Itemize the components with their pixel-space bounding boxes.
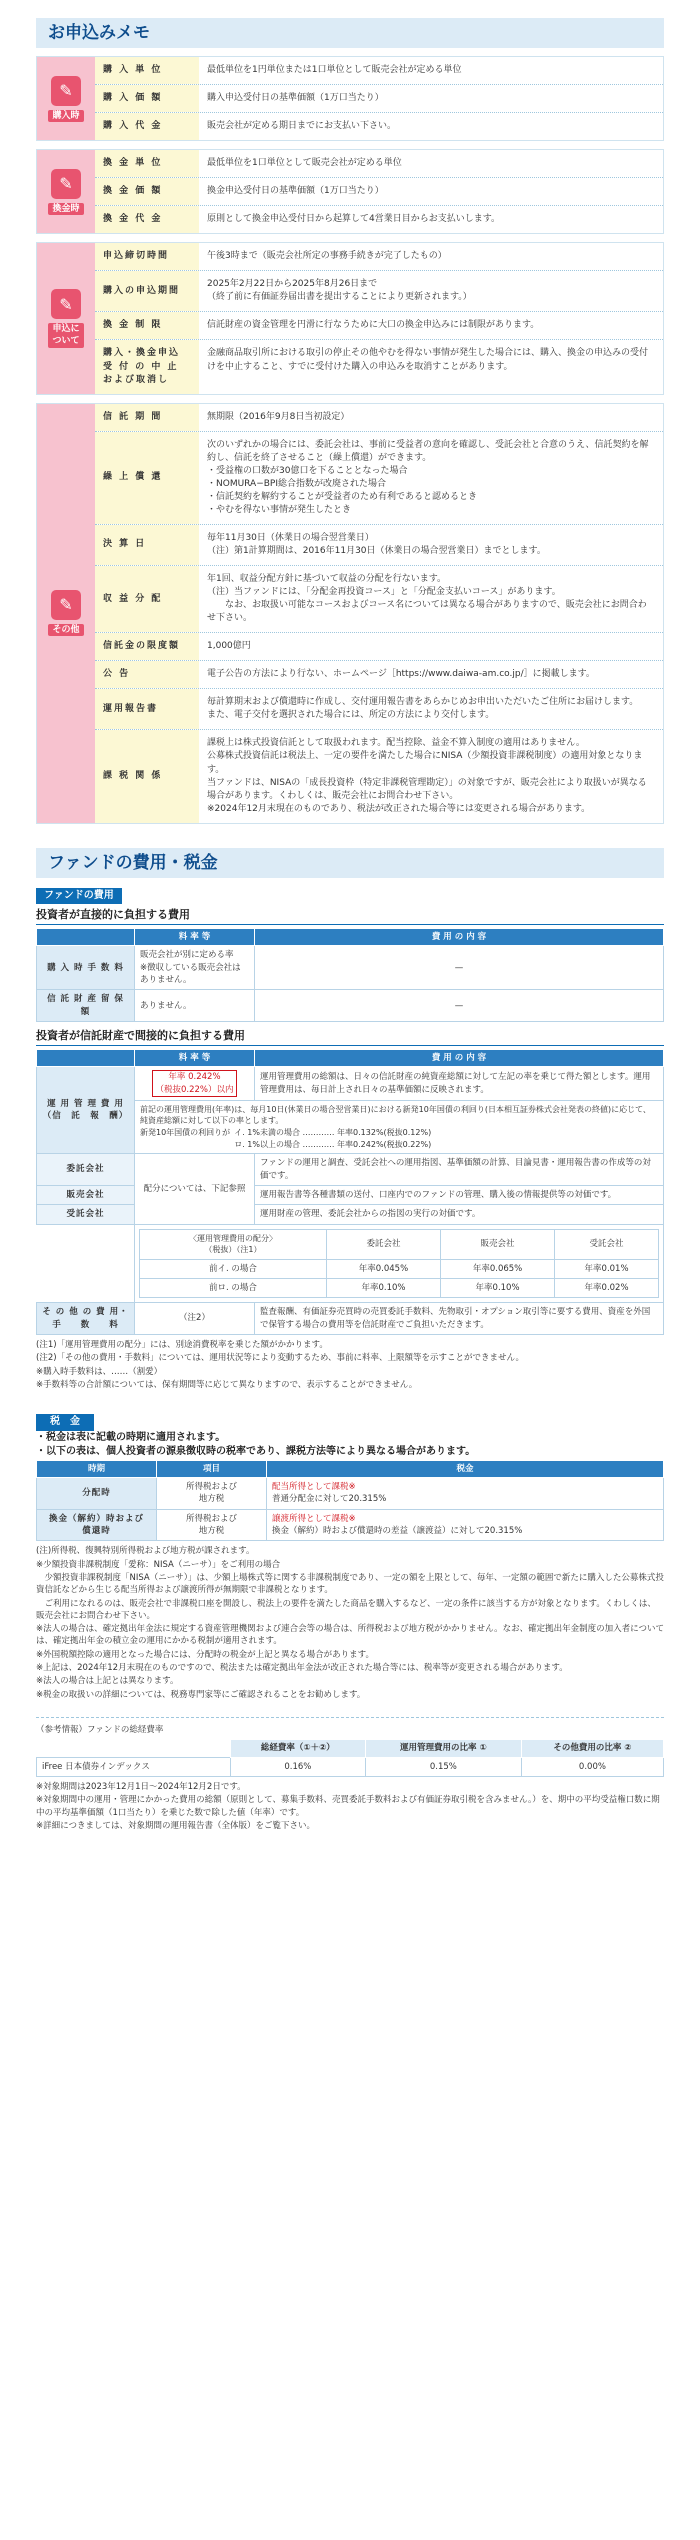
memo-row: 課 税 関 係 課税上は株式投資信託として取扱われます。配当控除、益金不算入制度の適用はありません。 公募株式投資信託は税法上、一定の要件を満たした場合にNISA（少額投資非課税制度）の適用対象となります。 当ファンドは、NISAの「成長投資枠（特定非課税管理勘定）」の対象ですが、販売会社により取扱いが異なる場合があります。くわしくは、販売会社にお問合わせ下さい。 ※2024年12月末現在のものであり、税法が改正された場合等には変更される場合があります。 [95,730,663,822]
memo-block-apply [36,242,664,394]
memo-row: 決 算 日 毎年11月30日（休業日の場合翌営業日） （注）第1計算期間は、2016年11月30日（休業日の場合翌営業日）までとします。 [95,525,663,566]
direct-fees-table [36,928,664,1022]
memo-row: 公 告 電子公告の方法により行ない、ホームページ［https://www.daiwa-am.co.jp/］に掲載します。 [95,661,663,689]
table-row [37,1224,664,1303]
memo-row: 繰 上 償 還 次のいずれかの場合には、委託会社は、事前に受益者の意向を確認し、受託会社と合意のうえ、信託契約を解約し、信託を終了させること（繰上償還）ができます。 ・受益権の口数が30億口を下ることとなった場合 ・NOMURA−BPI総合指数が改廃された場合 ・信託契約を解約することが受益者のため有利であると認めるとき ・やむを得ない事情が発生したとき [95,432,663,525]
pen-icon: ✎ [51,169,81,199]
table-row: 販売会社 運用報告書等各種書類の送付、口座内でのファンドの管理、購入後の情報提供等の対価です。 [37,1185,664,1204]
memo-row: 購入・換金申込 受 付 の 中 止 および取消し 金融商品取引所における取引の停止その他やむを得ない事情が発生した場合には、購入、換金の申込みの受付けを中止すること、すでに受付けた購入の申込みを取消すことがあります。 [95,340,663,393]
direct-h1: 料 率 等 [135,929,255,946]
table-row: 信 託 財 産 留 保 額 ありません。 — [37,990,664,1022]
tax-bar: 税 金 [36,1414,94,1431]
memo-row: 信 託 期 間 無期限（2016年9月8日当初設定） [95,404,663,432]
alloc-table: 〈運用管理費用の配分〉 （税抜）（注1） 委託会社 販売会社 受託会社 前イ. の場合 年率0.045% 年率0.065% 年率0.01% 前ロ. の場合 年率0.10% 年率0.10% 年率0.02% [139,1229,659,1299]
ref-section [36,1717,664,1832]
memo-row: 換 金 代 金 原則として換金申込受付日から起算して4営業日目からお支払いします。 [95,206,663,233]
table-row: iFree 日本債券インデックス 0.16% 0.15% 0.00% [37,1757,664,1776]
fees-title: ファンドの費用・税金 [36,848,664,878]
memo-block-purchase [36,56,664,141]
indirect-fees-heading: 投資者が信託財産で間接的に負担する費用 [36,1028,664,1046]
memo-row: 信託金の限度額 1,000億円 [95,633,663,661]
fees-subbar: ファンドの費用 [36,888,122,905]
memo-row: 運用報告書 毎計算期末および償還時に作成し、交付運用報告書をあらかじめお申出いただいたご住所にお届けします。 また、電子交付を選択された場合には、所定の方法により交付します。 [95,689,663,730]
ref-table: 総経費率（①＋②） 運用管理費用の比率 ① その他費用の比率 ② iFree 日本債券インデックス 0.16% 0.15% 0.00% [36,1739,664,1777]
table-row: 前記の運用管理費用(年率)は、毎月10日(休業日の場合翌営業日)における新発10年国債の利回り(日本相互証券株式会社発表の終値)に応じて、純資産総額に対して以下の率とします。 新発10年国債の利回りが イ. 1%未満の場合 ………… 年率0.132%(税抜0.12%) ロ. 1%以上の場合 ………… 年率0.242%(税抜0.22%) [37,1100,664,1153]
indirect-fees-table: 料 率 等 費 用 の 内 容 運 用 管 理 費 用 （信 託 報 酬） 年率 0.242% （税抜0.22%）以内 運用管理費用の総額は、日々の信託財産の純資産総額に対して左記の率を乗じて得た額とします。運用管理費用は、毎日計上され日々の基準価額に反映されます。 前記の運用管理費用(年率)は、毎月10日(休業日の場合翌営業日)における新発10年国債の利回り(日本相互証券株式会社発表の終値)に応じて、純資産総額に対して以下の率とします。 新発10年国債の利回りが イ. 1%未満の場合 ………… 年率0.132%(税抜0.12%) ロ. 1%以上の場合 ………… 年率0.242%(税抜0.22%) 委託会社 配分については、下記参照 ファンドの運用と調査、受託会社への運用指図、基準価額の計算、目論見書・運用報告書の作成等の対価です。 販売会社 運用報告書等各種書類の送付、口座内でのファンドの管理、購入後の情報提供等の対価です。 受託会社 運用財産の管理、委託会社からの指図の実行の対価です。 〈運用管理費用の配分〉 （税抜）（注1） 委託会社 販売会社 受託会社 前イ. の場合 年率0.045% 年率0.065% 年率0.01% 前ロ. の場合 年率0.10% 年率0.10% 年率0.02% そ の 他 の 費 用・ 手 数 料 （注2） 監査報酬、有価証券売買時の売買委託手数料、先物取引・オプション取引等に要する費用、資産を外国で保管する場合の費用等を信託財産でご負担いただきます。 [36,1049,664,1335]
page: お申込みメモ ✎ 購入時 購 入 単 位 最低単位を1円単位または1口単位として販売会社が定める単位 購 入 価 額 購入申込受付日の基準価額（1万口当たり） 購 入 代 金 販売会社が定める期日までにお支払い下さい。 ✎ 換金時 換 金 単 位 最低単位を1口単位として販売会社が定める単位 換 金 価 額 換金申込受付日の基準価額（1万口当たり） 換 金 代 金 原則として換金申込受付日から起算して4営業日目からお支払いします。 ✎ 申込に ついて 申込締切時間 午後3時まで（販売会社所定の事務手続きが完了したもの） 購入の申込期間 2025年2月22日から2025年8月26日まで （終了前に有価証券届出書を提出することにより更新されます。） 換 金 制 限 信託財産の資金管理を円滑に行なうために大口の換金申込みには制限があります。 購入・換金申込 受 付 の 中 止 および取消し 金融商品取引所における取引の停止その他やむを得ない事情が発生した場合には、購入、換金の申込みの受付けを中止すること、すでに受付けた購入の申込みを取消すことがあります。 ✎ その他 信 託 期 間 無期限（2016年9月8日当初設定） 繰 上 償 還 次のいずれかの場合には、委託会社は、事前に受益者の意向を確認し、受託会社と合意のうえ、信託契約を解約し、信託を終了させること（繰上償還）ができます。 ・受益権の口数が30億口を下ることとなった場合 ・NOMURA−BPI総合指数が改廃された場合 ・信託契約を解約することが受益者のため有利であると認めるとき ・やむを得ない事情が発生したとき 決 算 日 毎年11月30日（休業日の場合翌営業日） （注）第1計算期間は、2016年11月30日（休業日の場合翌営業日）までとします。 収 益 分 配 年1回、収益分配方針に基づいて収益の分配を行ないます。 （注）当ファンドには、「分配金再投資コース」と「分配金支払いコース」があります。 なお、お取扱い可能なコースおよびコース名については異なる場合がありますので、販売会社にお問合わせ下さい。 信託金の限度額 1,000億円 公 告 電子公告の方法により行ない、ホームページ［https://www.daiwa-am.co.jp/］に掲載します。 運用報告書 毎計算期末および償還時に作成し、交付運用報告書をあらかじめお申出いただいたご住所にお届けします。 また、電子交付を選択された場合には、所定の方法により交付します。 課 税 関 係 課税上は株式投資信託として取扱われます。配当控除、益金不算入制度の適用はありません。 公募株式投資信託は税法上、一定の要件を満たした場合にNISA（少額投資非課税制度）の適用対象となります。 当ファンドは、NISAの「成長投資枠（特定非課税管理勘定）」の対象ですが、販売会社により取扱いが異なる場合があります。くわしくは、販売会社にお問合わせ下さい。 ※2024年12月末現在のものであり、税法が改正された場合等には変更される場合があります。 ファンドの費用・税金 ファンドの費用 投資者が直接的に負担する費用 料 率 等 費 用 の 内 容 購 入 時 手 数 料 販売会社が別に定める率 ※徴収している販売会社はありません。 — 信 託 財 産 留 保 額 ありません。 — 投資者が信託財産で間接的に負担する費用 料 率 等 費 用 の 内 容 運 用 管 理 費 用 （信 託 報 酬） 年率 0.242% （税抜0.22%）以内 運用管理費用の総額は、日々の信託財産の純資産総額に対して左記の率を乗じて得た額とします。運用管理費用は、毎日計上され日々の基準価額に反映されます。 前記の運用管理費用(年率)は、毎月10日(休業日の場合翌営業日)における新発10年国債の利回り(日本相互証券株式会社発表の終値)に応じて、純資産総額に対して以下の率とします。 新発10年国債の利回りが イ. 1%未満の場合 ………… 年率0.132%(税抜0.12%) ロ. 1%以上の場合 ………… 年率0.242%(税抜0.22%) 委託会社 配分については、下記参照 ファンドの運用と調査、受託会社への運用指図、基準価額の計算、目論見書・運用報告書の作成等の対価です。 販売会社 運用報告書等各種書類の送付、口座内でのファンドの管理、購入後の情報提供等の対価です。 受託会社 運用財産の管理、委託会社からの指図の実行の対価です。 〈運用管理費用の配分〉 （税抜）（注1） 委託会社 販売会社 受託会社 前イ. の場合 年率0.045% 年率0.065% 年率0.01% 前ロ. の場合 年率0.10% 年率0.10% 年率0.02% そ の 他 の 費 用・ 手 数 料 （注2） 監査報酬、有価証券売買時の売買委託手数料、先物取引・オプション取引等に要する費用、資産を外国で保管する場合の費用等を信託財産でご負担いただきます。 (注1)「運用管理費用の配分」には、別途消費税率を乗じた額がかかります。 (注2)「その他の費用・手数料」については、運用状況等により変動するため、事前に料率、上限額等を示すことができません。 ※購入時手数料は、……（割愛） ※手数料等の合計額については、保有期間等に応じて異なりますので、表示することができません。 税 金 ・税金は表に記載の時期に適用されます。 ・以下の表は、個人投資者の源泉徴収時の税率であり、課税方法等により異なる場合があります。 時期 項目 税金 分配時 所得税および 地方税 配当所得として課税※ 普通分配金に対して20.315% 換金（解約）時および 償還時 所得税および 地方税 譲渡所得として課税※ 換金（解約）時および償還時の差益（譲渡益）に対して20.315% (注)所得税、復興特別所得税および地方税が課されます。 ※少額投資非課税制度「愛称：NISA（ニーサ）」をご利用の場合 少額投資非課税制度「NISA（ニーサ）」は、少額上場株式等に関する非課税制度であり、一定の額を上限として、毎年、一定額の範囲で新たに購入した公募株式投資信託などから生じる配当所得および譲渡所得が無期限で非課税となります。 ご利用になれるのは、販売会社で非課税口座を開設し、税法上の要件を満たした商品を購入するなど、一定の条件に該当する方が対象となります。くわしくは、販売会社にお問合わせ下さい。 ※法人の場合は、確定拠出年金法に規定する資産管理機関および連合会等の場合は、所得税および地方税がかかりません。なお、確定拠出年金制度の加入者については、確定拠出年金の積立金の運用にかかる税制が適用されます。 ※外国税額控除の適用となった場合には、分配時の税金が上記と異なる場合があります。 ※上記は、2024年12月末現在のものですので、税法または確定拠出年金法が改正された場合等には、税率等が変更される場合があります。 ※法人の場合は上記とは異なります。 ※税金の取扱いの詳細については、税務専門家等にご確認されることをお勧めします。 （参考情報）ファンドの総経費率 総経費率（①＋②） 運用管理費用の比率 ① その他費用の比率 ② iFree 日本債券インデックス 0.16% 0.15% 0.00% ※対象期間は2023年12月1日〜2024年12月2日です。 ※対象期間中の運用・管理にかかった費用の総額（原則として、募集手数料、売買委託手数料および有価証券取引税を含みません。）を、期中の平均受益権口数に期中の平均基準価額（1口当たり）を乗じた数で除した値（年率）です。 ※詳細につきましては、対象期間の運用報告書（全体版）をご覧下さい。 [0,0,700,1832]
pen-icon: ✎ [51,76,81,106]
table-row: 換金（解約）時および 償還時 所得税および 地方税 譲渡所得として課税※ 換金（解約）時および償還時の差益（譲渡益）に対して20.315% [37,1509,664,1541]
table-row: 分配時 所得税および 地方税 配当所得として課税※ 普通分配金に対して20.315% [37,1478,664,1510]
memo-row: 購 入 価 額 購入申込受付日の基準価額（1万口当たり） [95,85,663,113]
memo-category: ✎ 換金時 [37,150,95,233]
table-row: 購 入 時 手 数 料 販売会社が別に定める率 ※徴収している販売会社はありません。 — [37,946,664,990]
memo-row: 収 益 分 配 年1回、収益分配方針に基づいて収益の分配を行ないます。 （注）当ファンドには、「分配金再投資コース」と「分配金支払いコース」があります。 なお、お取扱い可能なコースおよびコース名については異なる場合がありますので、販売会社にお問合わせ下さい。 [95,566,663,633]
tax-table: 時期 項目 税金 分配時 所得税および 地方税 配当所得として課税※ 普通分配金に対して20.315% 換金（解約）時および 償還時 所得税および 地方税 譲渡所得として課税※ 換金（解約）時および償還時の差益（譲渡益）に対して20.315% [36,1460,664,1542]
mgmt-rate: 年率 0.242% （税抜0.22%）以内 [152,1070,236,1097]
memo-block-other [36,403,664,824]
direct-h2: 費 用 の 内 容 [255,929,664,946]
table-row: 委託会社 配分については、下記参照 ファンドの運用と調査、受託会社への運用指図、基準価額の計算、目論見書・運用報告書の作成等の対価です。 [37,1154,664,1186]
fees-notes: (注1)「運用管理費用の配分」には、別途消費税率を乗じた額がかかります。 (注2)「その他の費用・手数料」については、運用状況等により変動するため、事前に料率、上限額等を示すことができません。 ※購入時手数料は、……（割愛） ※手数料等の合計額については、保有期間等に応じて異なりますので、表示することができません。 [36,1339,525,1390]
ref-notes: ※対象期間は2023年12月1日〜2024年12月2日です。 ※対象期間中の運用・管理にかかった費用の総額（原則として、募集手数料、売買委託手数料および有価証券取引税を含みません。）を、期中の平均受益権口数に期中の平均基準価額（1口当たり）を乗じた数で除した値（年率）です。 ※詳細につきましては、対象期間の運用報告書（全体版）をご覧下さい。 [36,1781,660,1831]
memo-row: 換 金 単 位 最低単位を1口単位として販売会社が定める単位 [95,150,663,178]
memo-title: お申込みメモ [36,18,664,48]
memo-category: ✎ 申込に ついて [37,243,95,393]
table-row: 受託会社 運用財産の管理、委託会社からの指図の実行の対価です。 [37,1205,664,1224]
memo-row: 換 金 価 額 換金申込受付日の基準価額（1万口当たり） [95,178,663,206]
memo-row: 購 入 単 位 最低単位を1円単位または1口単位として販売会社が定める単位 [95,57,663,85]
pen-icon: ✎ [51,289,81,319]
memo-category: ✎ その他 [37,404,95,823]
memo-row: 申込締切時間 午後3時まで（販売会社所定の事務手続きが完了したもの） [95,243,663,271]
memo-row: 購 入 代 金 販売会社が定める期日までにお支払い下さい。 [95,113,663,140]
memo-row: 購入の申込期間 2025年2月22日から2025年8月26日まで （終了前に有価証券届出書を提出することにより更新されます。） [95,271,663,312]
table-row: 運 用 管 理 費 用 （信 託 報 酬） 年率 0.242% （税抜0.22%）以内 運用管理費用の総額は、日々の信託財産の純資産総額に対して左記の率を乗じて得た額とします。運用管理費用は、毎日計上され日々の基準価額に反映されます。 [37,1067,664,1101]
pen-icon: ✎ [51,590,81,620]
tax-notes: (注)所得税、復興特別所得税および地方税が課されます。 ※少額投資非課税制度「愛称：NISA（ニーサ）」をご利用の場合 少額投資非課税制度「NISA（ニーサ）」は、少額上場株式等に関する非課税制度であり、一定の額を上限として、毎年、一定額の範囲で新たに購入した公募株式投資信託などから生じる配当所得および譲渡所得が無期限で非課税となります。 ご利用になれるのは、販売会社で非課税口座を開設し、税法上の要件を満たした商品を購入するなど、一定の条件に該当する方が対象となります。くわしくは、販売会社にお問合わせ下さい。 ※法人の場合は、確定拠出年金法に規定する資産管理機関および連合会等の場合は、所得税および地方税がかかりません。なお、確定拠出年金制度の加入者については、確定拠出年金の積立金の運用にかかる税制が適用されます。 ※外国税額控除の適用となった場合には、分配時の税金が上記と異なる場合があります。 ※上記は、2024年12月末現在のものですので、税法または確定拠出年金法が改正された場合等には、税率等が変更される場合があります。 ※法人の場合は上記とは異なります。 ※税金の取扱いの詳細については、税務専門家等にご確認されることをお勧めします。 [36,1546,664,1700]
memo-block-redeem [36,149,664,234]
memo-section [36,56,664,824]
ref-title: （参考情報）ファンドの総経費率 [36,1725,164,1735]
table-row: そ の 他 の 費 用・ 手 数 料 （注2） 監査報酬、有価証券売買時の売買委託手数料、先物取引・オプション取引等に要する費用、資産を外国で保管する場合の費用等を信託財産でご負担いただきます。 [37,1303,664,1335]
memo-category: ✎ 購入時 [37,57,95,140]
direct-fees-heading: 投資者が直接的に負担する費用 [36,907,664,925]
memo-row: 換 金 制 限 信託財産の資金管理を円滑に行なうために大口の換金申込みには制限があります。 [95,312,663,340]
